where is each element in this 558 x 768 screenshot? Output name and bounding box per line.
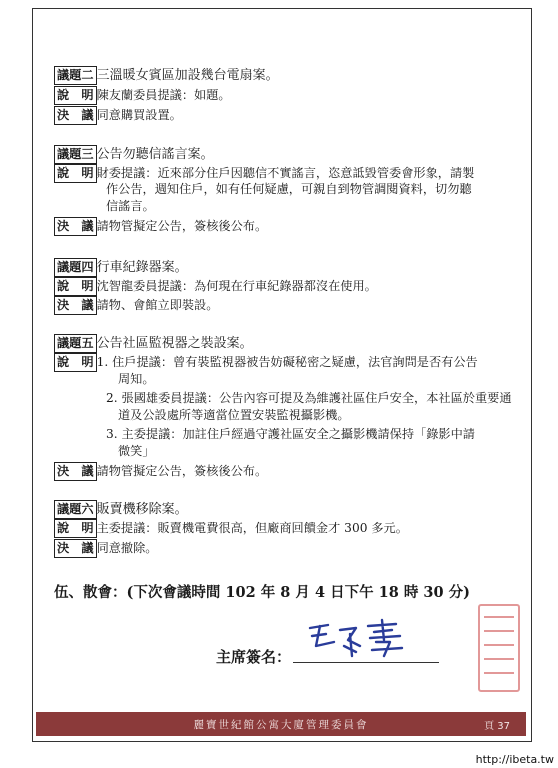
item-3-explain-label: 說 明 (54, 164, 97, 183)
item-5-explain-label: 說 明 (54, 353, 97, 372)
footer-page-number: 頁 37 (484, 721, 510, 732)
item-2-heading-row (54, 66, 279, 85)
item-6-resolution-label: 決 議 (54, 539, 97, 558)
item-5-explain-text-6: 微笑」 (118, 444, 155, 458)
item-3-label: 議題三 (54, 145, 97, 164)
item-5-explain-row (54, 353, 478, 372)
item-2-resolution-label: 決 議 (54, 106, 97, 125)
item-2-resolution-row (54, 106, 182, 125)
item-2-label: 議題二 (54, 66, 97, 85)
adjournment-line: 伍、散會：(下次會議時間 102 年 8 月 4 日下午 18 時 30 分) (54, 584, 471, 601)
item-4-title: 行車紀錄器案。 (96, 260, 188, 275)
item-4-explain-text: 沈智龍委員提議：為何現在行車紀錄器都沒在使用。 (96, 279, 377, 293)
footer-organization: 麗寶世紀館公寓大廈管理委員會 (193, 718, 369, 731)
item-6-explain-text: 主委提議：販賣機電費很高，但廠商回饋金才 300 多元。 (96, 521, 408, 535)
seal-stamp (478, 604, 520, 692)
item-5-resolution-text: 請物管擬定公告，簽核後公布。 (96, 464, 268, 478)
item-3-explain-text-1: 財委提議：近來部分住戶因聽信不實謠言，恣意詆毀管委會形象，請製 (96, 166, 475, 180)
item-3-resolution-label: 決 議 (54, 217, 97, 236)
item-2-explain-label: 說 明 (54, 86, 97, 105)
item-3-heading-row (54, 145, 214, 164)
item-3-explain-text-2: 作公告，週知住戶，如有任何疑慮，可親自到物管調閱資料，切勿聽 (106, 182, 472, 196)
item-5-explain-text-5: 3. 主委提議：加註住戶經過守護社區安全之攝影機請保持「錄影中請 (106, 427, 475, 441)
item-6-title: 販賣機移除案。 (96, 502, 188, 517)
item-2-title: 三溫暖女賓區加設幾台電扇案。 (96, 68, 279, 83)
item-5-explain-text-4: 道及公設處所等適當位置安裝監視攝影機。 (118, 408, 350, 422)
item-6-resolution-text: 同意撤除。 (96, 541, 158, 555)
item-6-heading-row (54, 500, 188, 519)
item-3-resolution-text: 請物管擬定公告，簽核後公布。 (96, 219, 268, 233)
item-5-title: 公告社區監視器之裝設案。 (96, 336, 253, 351)
item-5-resolution-label: 決 議 (54, 462, 97, 481)
item-5-explain-text-3: 2. 張國雄委員提議：公告內容可提及為維護社區住戶安全，本社區於重要通 (106, 391, 512, 405)
item-6-explain-row (54, 519, 408, 538)
item-2-explain-text: 陳友蘭委員提議：如題。 (96, 88, 231, 102)
item-4-resolution-text: 請物、會館立即裝設。 (96, 298, 219, 312)
watermark-url: http://ibeta.tw (475, 753, 554, 766)
item-3-resolution-row (54, 217, 267, 236)
item-3-explain-text-3: 信謠言。 (106, 199, 155, 213)
chair-signature (304, 616, 414, 662)
item-5-label: 議題五 (54, 334, 97, 353)
item-4-resolution-row (54, 296, 218, 315)
item-4-resolution-label: 決 議 (54, 296, 97, 315)
item-5-explain-text-2: 周知。 (118, 372, 155, 386)
item-4-label: 議題四 (54, 258, 97, 277)
item-4-explain-row (54, 277, 377, 296)
item-2-resolution-text: 同意購買設置。 (96, 108, 182, 122)
item-5-explain-text-1: 1. 住戶提議：曾有裝監視器被告妨礙秘密之疑慮，法官詢問是否有公告 (96, 355, 478, 369)
footer-banner (36, 712, 526, 736)
item-2-explain-row (54, 86, 231, 105)
chair-signature-label: 主席簽名： (216, 648, 292, 666)
item-6-resolution-row (54, 539, 158, 558)
signature-line (293, 662, 439, 663)
item-5-heading-row (54, 334, 253, 353)
item-3-title: 公告勿聽信謠言案。 (96, 147, 214, 162)
item-5-resolution-row (54, 462, 267, 481)
item-6-explain-label: 說 明 (54, 519, 97, 538)
item-6-label: 議題六 (54, 500, 97, 519)
item-4-explain-label: 說 明 (54, 277, 97, 296)
item-4-heading-row (54, 258, 188, 277)
